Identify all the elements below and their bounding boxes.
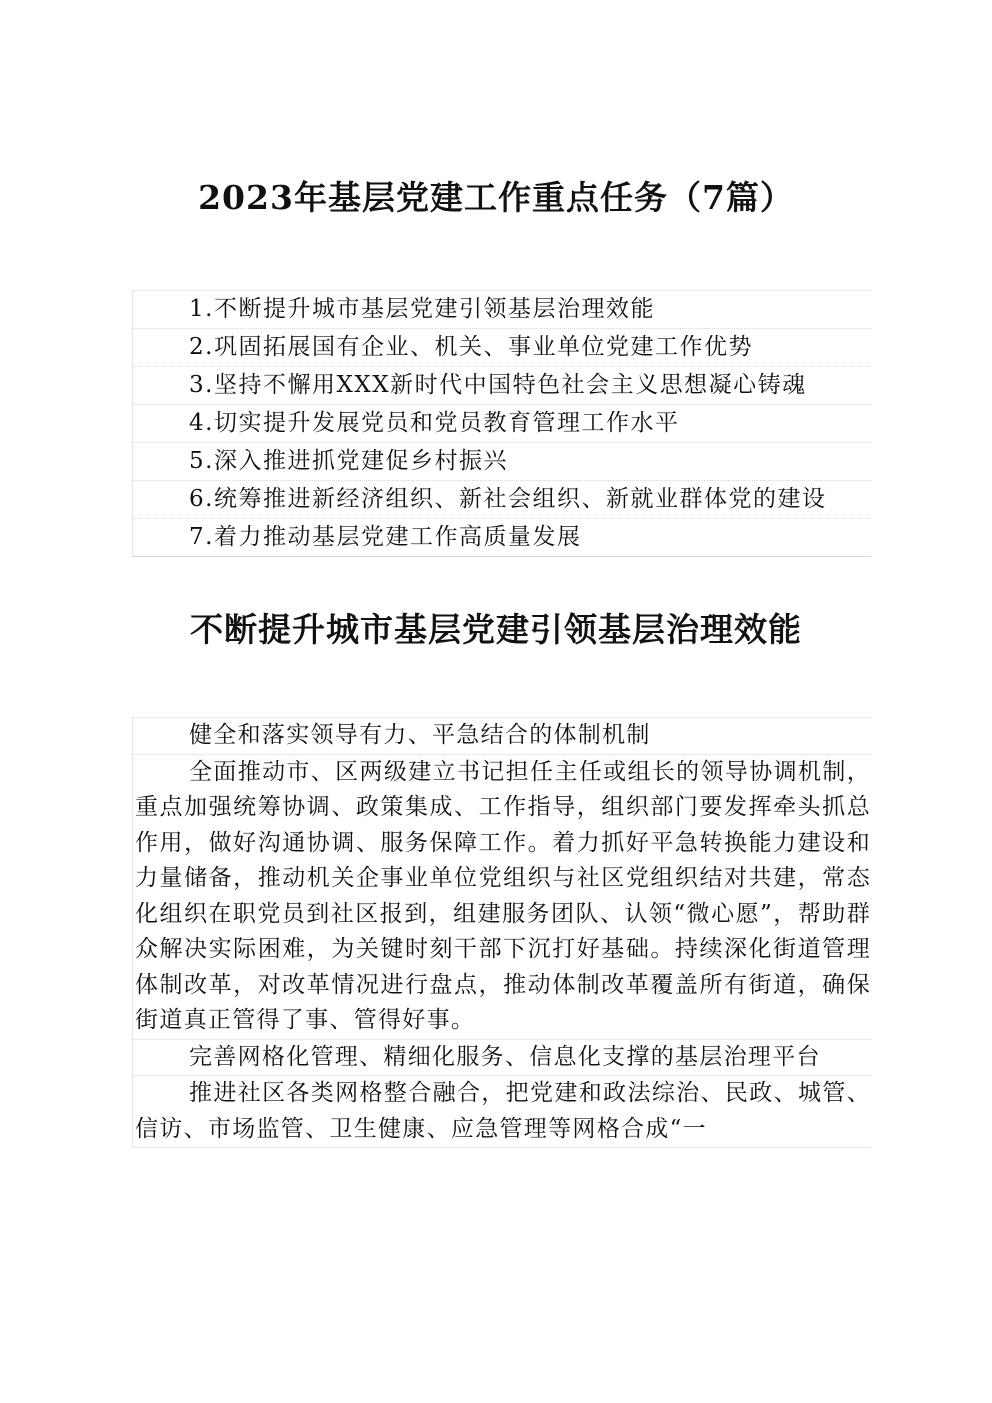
subheading-paragraph: 完善网格化管理、精细化服务、信息化支撑的基层治理平台 — [133, 1039, 871, 1076]
document-title: 2023年基层党建工作重点任务（7篇） — [198, 178, 794, 217]
toc-item-3[interactable]: 3.坚持不懈用XXX新时代中国特色社会主义思想凝心铸魂 — [133, 366, 871, 404]
document-body — [132, 717, 871, 1148]
toc-item-2[interactable]: 2.巩固拓展国有企业、机关、事业单位党建工作优势 — [133, 328, 871, 366]
toc-item-6[interactable]: 6.统筹推进新经济组织、新社会组织、新就业群体党的建设 — [133, 480, 871, 518]
section-title: 不断提升城市基层党建引领基层治理效能 — [190, 610, 802, 649]
subheading-paragraph: 健全和落实领导有力、平急结合的体制机制 — [133, 717, 871, 754]
table-of-contents — [132, 290, 871, 557]
toc-item-7[interactable]: 7.着力推动基层党建工作高质量发展 — [133, 518, 871, 556]
body-paragraph: 推进社区各类网格整合融合，把党建和政法综治、民政、城管、信访、市场监管、卫生健康、应急管理等网格合成“一 — [133, 1075, 871, 1147]
body-paragraph: 全面推动市、区两级建立书记担任主任或组长的领导协调机制，重点加强统筹协调、政策集成、工作指导，组织部门要发挥牵头抓总作用，做好沟通协调、服务保障工作。着力抓好平急转换能力建设和力量储备，推动机关企事业单位党组织与社区党组织结对共建，常态化组织在职党员到社区报到，组建服务团队、认领“微心愿”，帮助群众解决实际困难，为关键时刻干部下沉打好基础。持续深化街道管理体制改革，对改革情况进行盘点，推动体制改革覆盖所有街道，确保街道真正管得了事、管得好事。 — [133, 754, 871, 1039]
toc-item-1[interactable]: 1.不断提升城市基层党建引领基层治理效能 — [133, 290, 871, 328]
toc-item-4[interactable]: 4.切实提升发展党员和党员教育管理工作水平 — [133, 404, 871, 442]
toc-item-5[interactable]: 5.深入推进抓党建促乡村振兴 — [133, 442, 871, 480]
